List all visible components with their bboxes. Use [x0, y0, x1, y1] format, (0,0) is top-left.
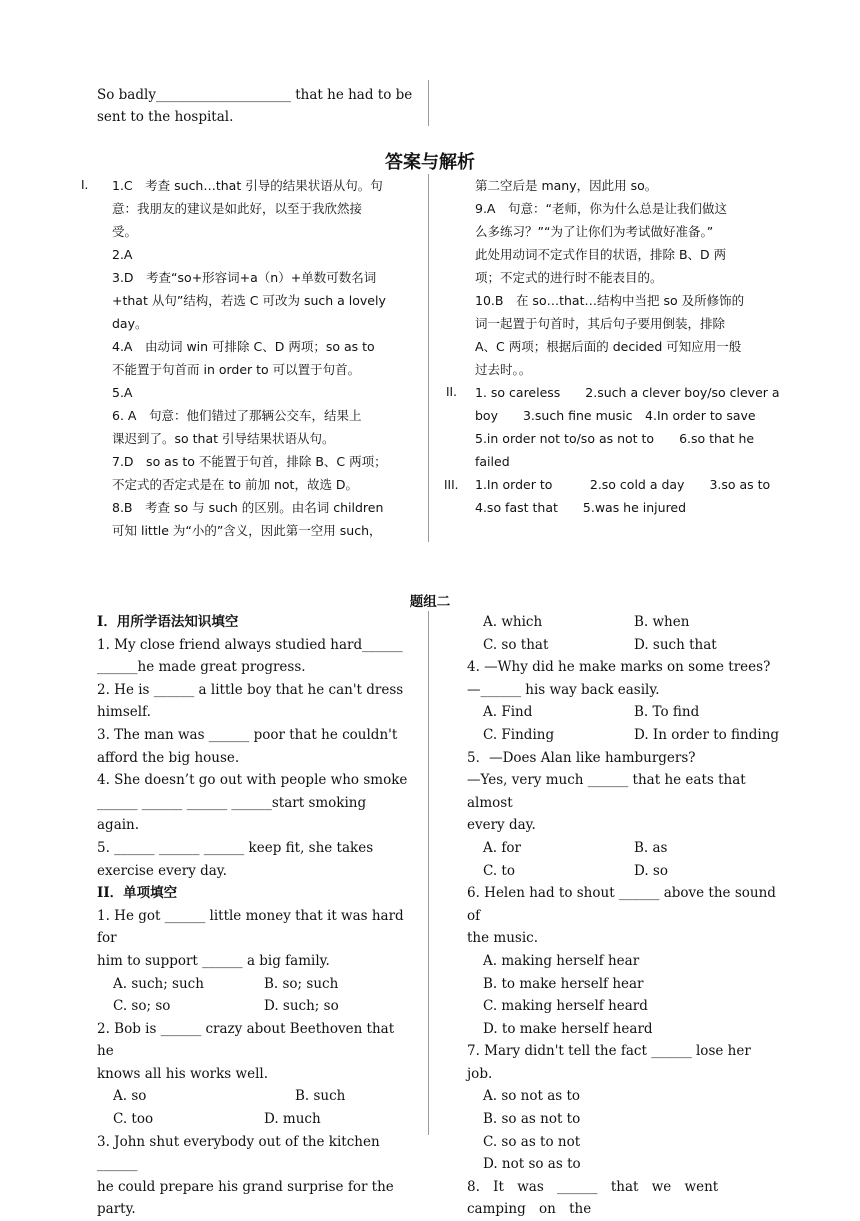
option: D. to make herself heard [483, 1020, 653, 1037]
question-line: 2. Bob is ______ crazy about Beethoven that he [97, 1020, 395, 1060]
answer-line: day。 [112, 316, 148, 331]
group2-title: 题组二 [409, 594, 451, 610]
roman-numeral: III. [444, 478, 459, 492]
option-row [97, 1085, 409, 1108]
answer-line: 5.in order not to/so as not to 6.so that he [475, 431, 755, 446]
roman-numeral: II. [446, 385, 457, 399]
answer-line: 7.D so as to 不能置于句首，排除 B、C 两项； [112, 454, 387, 469]
option: B. so as not to [483, 1111, 581, 1128]
option: D. such; so [264, 998, 339, 1015]
answer-line: 可知 little 为“小的”含义，因此第一空用 such， [112, 523, 382, 538]
option-row [467, 724, 780, 747]
answer-line: 不定式的否定式是在 to 前加 not，故选 D。 [112, 477, 359, 492]
question-line: 7. Mary didn't tell the fact ______ lose her job. [467, 1043, 751, 1082]
answer-line: 6. A 句意：他们错过了那辆公交车，结果上 [112, 408, 362, 423]
column-divider [428, 80, 429, 126]
answer-line: 过去时。。 [475, 362, 532, 377]
roman-numeral: I. [81, 178, 89, 192]
question-line: every day. [467, 817, 536, 834]
option-row [467, 611, 780, 634]
option-row [467, 634, 780, 657]
question-line: 4. She doesn’t go out with people who smoke [97, 772, 408, 789]
option: B. to make herself hear [483, 975, 644, 992]
option-row [467, 701, 780, 724]
option: D. In order to finding [634, 726, 780, 743]
option: A. which [483, 614, 543, 630]
question-line: 3. The man was ______ poor that he couldn't [97, 726, 398, 743]
question-line: knows all his works well. [97, 1065, 268, 1082]
answers-left-column [112, 174, 415, 542]
question-line: ______ ______ ______ ______start smoking [97, 794, 367, 811]
answer-line: 2.A [112, 247, 133, 262]
answer-line: A、C 两项；根据后面的 decided 可知应用一般 [475, 339, 742, 354]
answer-line: 10.B 在 so…that…结构中当把 so 及所修饰的 [475, 293, 745, 308]
answer-line: 第二空后是 many，因此用 so。 [475, 178, 658, 193]
option: B. To find [634, 704, 700, 721]
option: D. such that [634, 636, 717, 653]
answers-title: 答案与解析 [385, 152, 475, 173]
answer-line: 词一起置于句首时，其后句子要用倒装，排除 [475, 316, 726, 331]
answer-line: 3.D 考查“so+形容词+a（n）+单数可数名词 [112, 270, 377, 285]
group2-right-column [467, 611, 780, 1221]
question-line: again. [97, 817, 140, 834]
question-line: 1. He got ______ little money that it was hard for [97, 907, 404, 947]
option: D. not so as to [483, 1156, 581, 1173]
option-row [97, 995, 409, 1018]
option: D. much [264, 1111, 321, 1128]
answer-line: 8.B 考查 so 与 such 的区别。由名词 children [112, 500, 384, 515]
answer-line: 么多练习？”“为了让你们为考试做好准备。” [475, 224, 714, 239]
question-line: the music. [467, 930, 538, 947]
answer-line: 1.In order to 2.so cold a day 3.so as to [475, 477, 771, 492]
question-line: 6. Helen had to shout ______ above the sound of [467, 885, 776, 924]
option-row [467, 837, 780, 860]
option: A. such; such [113, 975, 204, 992]
question-line: he could prepare his grand surprise for the party. [97, 1178, 394, 1218]
question-line: exercise every day. [97, 862, 227, 879]
option: B. so; such [264, 975, 339, 992]
answer-line: 意：我朋友的建议是如此好，以至于我欣然接 [112, 201, 363, 216]
question-line: 1. My close friend always studied hard______ [97, 636, 403, 653]
question-line: —Yes, very much ______ that he eats that almost [467, 772, 746, 811]
group2-left-column [97, 611, 409, 1221]
option: C. so that [483, 636, 549, 653]
option: B. such [295, 1088, 346, 1105]
answer-line: boy 3.such fine music 4.In order to save [475, 408, 756, 423]
option: C. too [113, 1111, 154, 1128]
answer-line: 5.A [112, 385, 133, 400]
answer-line: failed [475, 454, 510, 469]
answer-line: 不能置于句首而 in order to 可以置于句首。 [112, 362, 361, 377]
question-line: —______ his way back easily. [467, 681, 660, 698]
question-line: ______he made great progress. [97, 659, 306, 676]
answer-line: 4.so fast that 5.was he injured [475, 500, 687, 515]
question-line: 4. —Why did he make marks on some trees? [467, 659, 771, 676]
option: D. so [634, 862, 668, 879]
option: A. for [483, 839, 521, 856]
answer-line: 项；不定式的进行时不能表目的。 [475, 270, 663, 285]
column-divider [428, 174, 429, 542]
question-line: 8. It was ______ that we went camping on the [467, 1178, 719, 1218]
option: B. when [634, 614, 690, 630]
answer-line: 受。 [112, 224, 138, 239]
option: A. Find [483, 704, 533, 721]
answer-line: +that 从句”结构，若选 C 可改为 such a lovely [112, 293, 386, 308]
question-line: him to support ______ a big family. [97, 952, 330, 969]
column-divider [428, 611, 429, 1135]
question-line: 5. ______ ______ ______ keep fit, she takes [97, 839, 374, 856]
answer-line: 此处用动词不定式作目的状语，排除 B、D 两 [475, 247, 727, 262]
section-heading: II．单项填空 [97, 885, 178, 902]
option: C. to [483, 862, 515, 879]
option: B. as [634, 839, 668, 856]
question-line: 2. He is ______ a little boy that he can't dress [97, 681, 404, 698]
option-row [97, 1108, 409, 1131]
answer-line: 1.C 考查 such…that 引导的结果状语从句。句 [112, 178, 383, 193]
answer-line: 1. so careless 2.such a clever boy/so clever a [475, 385, 780, 400]
answer-line: 4.A 由动词 win 可排除 C、D 两项；so as to [112, 339, 375, 354]
question-line: 5．—Does Alan like hamburgers? [467, 749, 696, 766]
option: C. Finding [483, 726, 555, 743]
option: A. so not as to [483, 1088, 581, 1105]
option: C. making herself heard [483, 998, 648, 1015]
option: A. so [113, 1088, 147, 1105]
option-row [97, 973, 409, 996]
question-line: himself. [97, 704, 151, 721]
option-row [467, 860, 780, 883]
option: C. so; so [113, 998, 171, 1015]
answers-right-column [475, 174, 780, 519]
top-fragment-line: sent to the hospital. [97, 109, 234, 125]
question-line: 3. John shut everybody out of the kitchen ______ [97, 1133, 380, 1173]
top-fragment-line: So badly____________________ that he had to be [97, 87, 413, 103]
answer-line: 9.A 句意：“老师，你为什么总是让我们做这 [475, 201, 727, 216]
option: C. so as to not [483, 1133, 581, 1150]
question-line: afford the big house. [97, 749, 240, 766]
option: A. making herself hear [483, 952, 640, 969]
section-heading: I．用所学语法知识填空 [97, 614, 239, 630]
answer-line: 课迟到了。so that 引导结果状语从句。 [112, 431, 335, 446]
